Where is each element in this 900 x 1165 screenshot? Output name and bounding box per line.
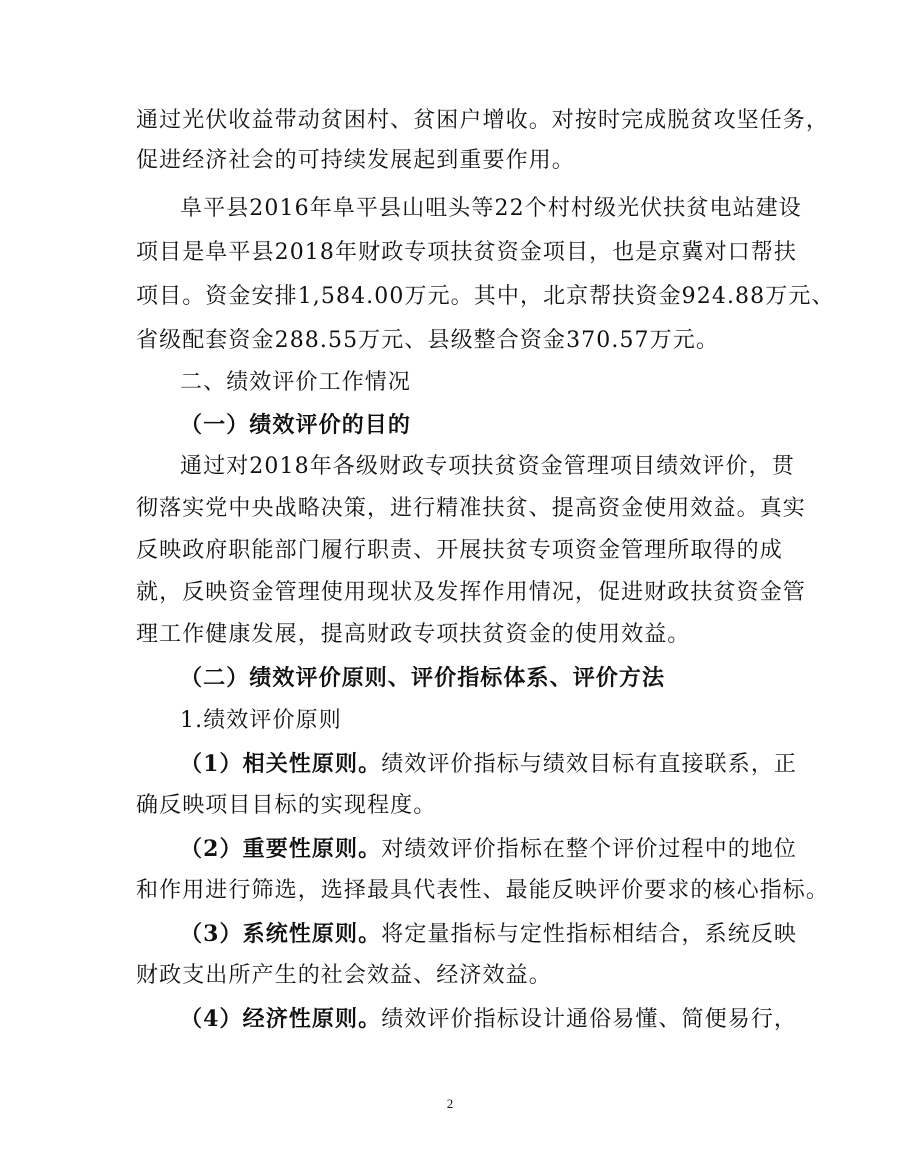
principle-label: （2）重要性原则。	[180, 836, 382, 862]
principle-label: （1）相关性原则。	[180, 751, 382, 777]
subsection-heading: （二）绩效评价原则、评价指标体系、评价方法	[180, 665, 666, 691]
body-text-line: 就，反映资金管理使用现状及发挥作用情况，促进财政扶贫资金管	[136, 580, 806, 605]
principle-text: 将定量指标与定性指标相结合，系统反映	[381, 922, 798, 947]
body-text-line: 阜平县2016年阜平县山咀头等22个村村级光伏扶贫电站建设	[180, 196, 802, 221]
body-text-line: 确反映项目目标的实现程度。	[136, 793, 437, 818]
body-text-line: 促进经济社会的可持续发展起到重要作用。	[136, 148, 575, 173]
item-heading: 1.绩效评价原则	[180, 708, 342, 733]
principle-text: 绩效评价指标与绩效目标有直接联系，正	[381, 752, 798, 777]
page-number: 2	[446, 1096, 454, 1111]
body-text-line: 和作用进行筛选，选择最具代表性、最能反映评价要求的核心指标。	[136, 878, 830, 903]
body-text-line: 彻落实党中央战略决策，进行精准扶贫、提高资金使用效益。真实	[136, 496, 806, 521]
body-text-line: 项目。资金安排1,584.00万元。其中，北京帮扶资金924.88万元、	[136, 284, 835, 309]
body-text-line: 通过光伏收益带动贫困村、贫困户增收。对按时完成脱贫攻坚任务，	[136, 108, 830, 133]
body-text-line: 项目是阜平县2018年财政专项扶贫资金项目，也是京冀对口帮扶	[136, 240, 797, 265]
body-text-line: 理工作健康发展，提高财政专项扶贫资金的使用效益。	[136, 622, 691, 647]
body-text-line: 省级配套资金288.55万元、县级整合资金370.57万元。	[136, 328, 719, 353]
principle-label: （3）系统性原则。	[180, 921, 382, 947]
principle-text: 对绩效评价指标在整个评价过程中的地位	[381, 837, 798, 862]
principle-label: （4）经济性原则。	[180, 1006, 382, 1032]
section-heading: 二、绩效评价工作情况	[180, 370, 412, 395]
subsection-heading: （一）绩效评价的目的	[180, 412, 412, 438]
body-text-line: 反映政府职能部门履行职责、开展扶贫专项资金管理所取得的成	[136, 538, 783, 563]
principle-text: 绩效评价指标设计通俗易懂、简便易行，	[381, 1007, 798, 1032]
principle-line	[180, 919, 797, 950]
principle-line	[180, 834, 797, 865]
principle-line	[180, 749, 797, 780]
body-text-line: 通过对2018年各级财政专项扶贫资金管理项目绩效评价，贯	[180, 454, 795, 479]
body-text-line: 财政支出所产生的社会效益、经济效益。	[136, 963, 552, 988]
principle-line	[180, 1004, 797, 1035]
